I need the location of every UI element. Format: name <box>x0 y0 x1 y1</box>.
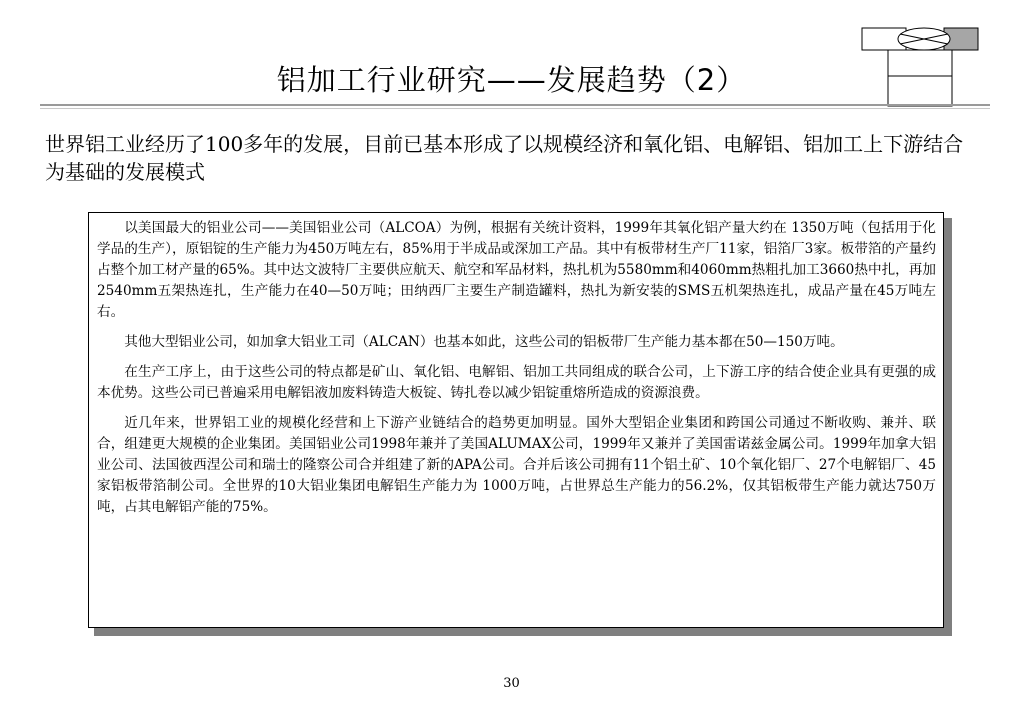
text-box <box>88 212 944 628</box>
paragraph-alcan: 其他大型铝业公司，如加拿大铝业工司（ALCAN）也基本如此，这些公司的铝板带厂生产能力基本都在50—150万吨。 <box>124 334 844 350</box>
title-rule-thin <box>40 108 990 109</box>
page-number: 30 <box>503 676 520 691</box>
title-rule <box>40 104 990 106</box>
page-title: 铝加工行业研究——发展趋势（2） <box>276 63 747 97</box>
paragraph-consolidation: 近几年来，世界铝工业的规模化经营和上下游产业链结合的趋势更加明显。国外大型铝企业集团和跨国公司通过不断收购、兼并、联合，组建更大规模的企业集团。美国铝业公司1998年兼并了美国ALUMAX公司，1999年又兼并了美国雷诺兹金属公司。1999年加拿大铝业公司、法国彼西涅公司和瑞士的隆察公司合并组建了新的APA公司。合并后该公司拥有11个铝土矿、10个氧化铝厂、27个电解铝厂、45家铝板带箔制公司。全世界的10大铝业集团电解铝生产能力为 1000万吨，占世界总生产能力的56.2%，仅其铝板带生产能力就达750万吨，占其电解铝产能的75%。 <box>97 415 936 515</box>
intro-text: 世界铝工业经历了100多年的发展，目前已基本形成了以规模经济和氧化铝、电解铝、铝加工上下游结合为基础的发展模式 <box>45 132 964 184</box>
paragraph-alcoa: 以美国最大的铝业公司——美国铝业公司（ALCOA）为例，根据有关统计资料，1999年其氧化铝产量大约在 1350万吨（包括用于化学品的生产），原铝锭的生产能力为450万吨左右，85%用于半成品或深加工产品。其中有板带材生产厂11家，铝箔厂3家。板带箔的产量约占整个加工材产量的65%。其中达文波特厂主要供应航天、航空和军品材料，热扎机为5580mm和4060mm热粗扎加工3660热中扎，再加2540mm五架热连扎，生产能力在40—50万吨；田纳西厂主要生产制造罐料，热扎为新安装的SMS五机架热连扎，成品产量在45万吨左右。 <box>97 220 936 320</box>
paragraph-production: 在生产工序上，由于这些公司的特点都是矿山、氧化铝、电解铝、铝加工共同组成的联合公司，上下游工序的结合使企业具有更强的成本优势。这些公司已普遍采用电解铝液加废料铸造大板锭、铸扎卷以减少铝锭重熔所造成的资源浪费。 <box>97 364 936 401</box>
